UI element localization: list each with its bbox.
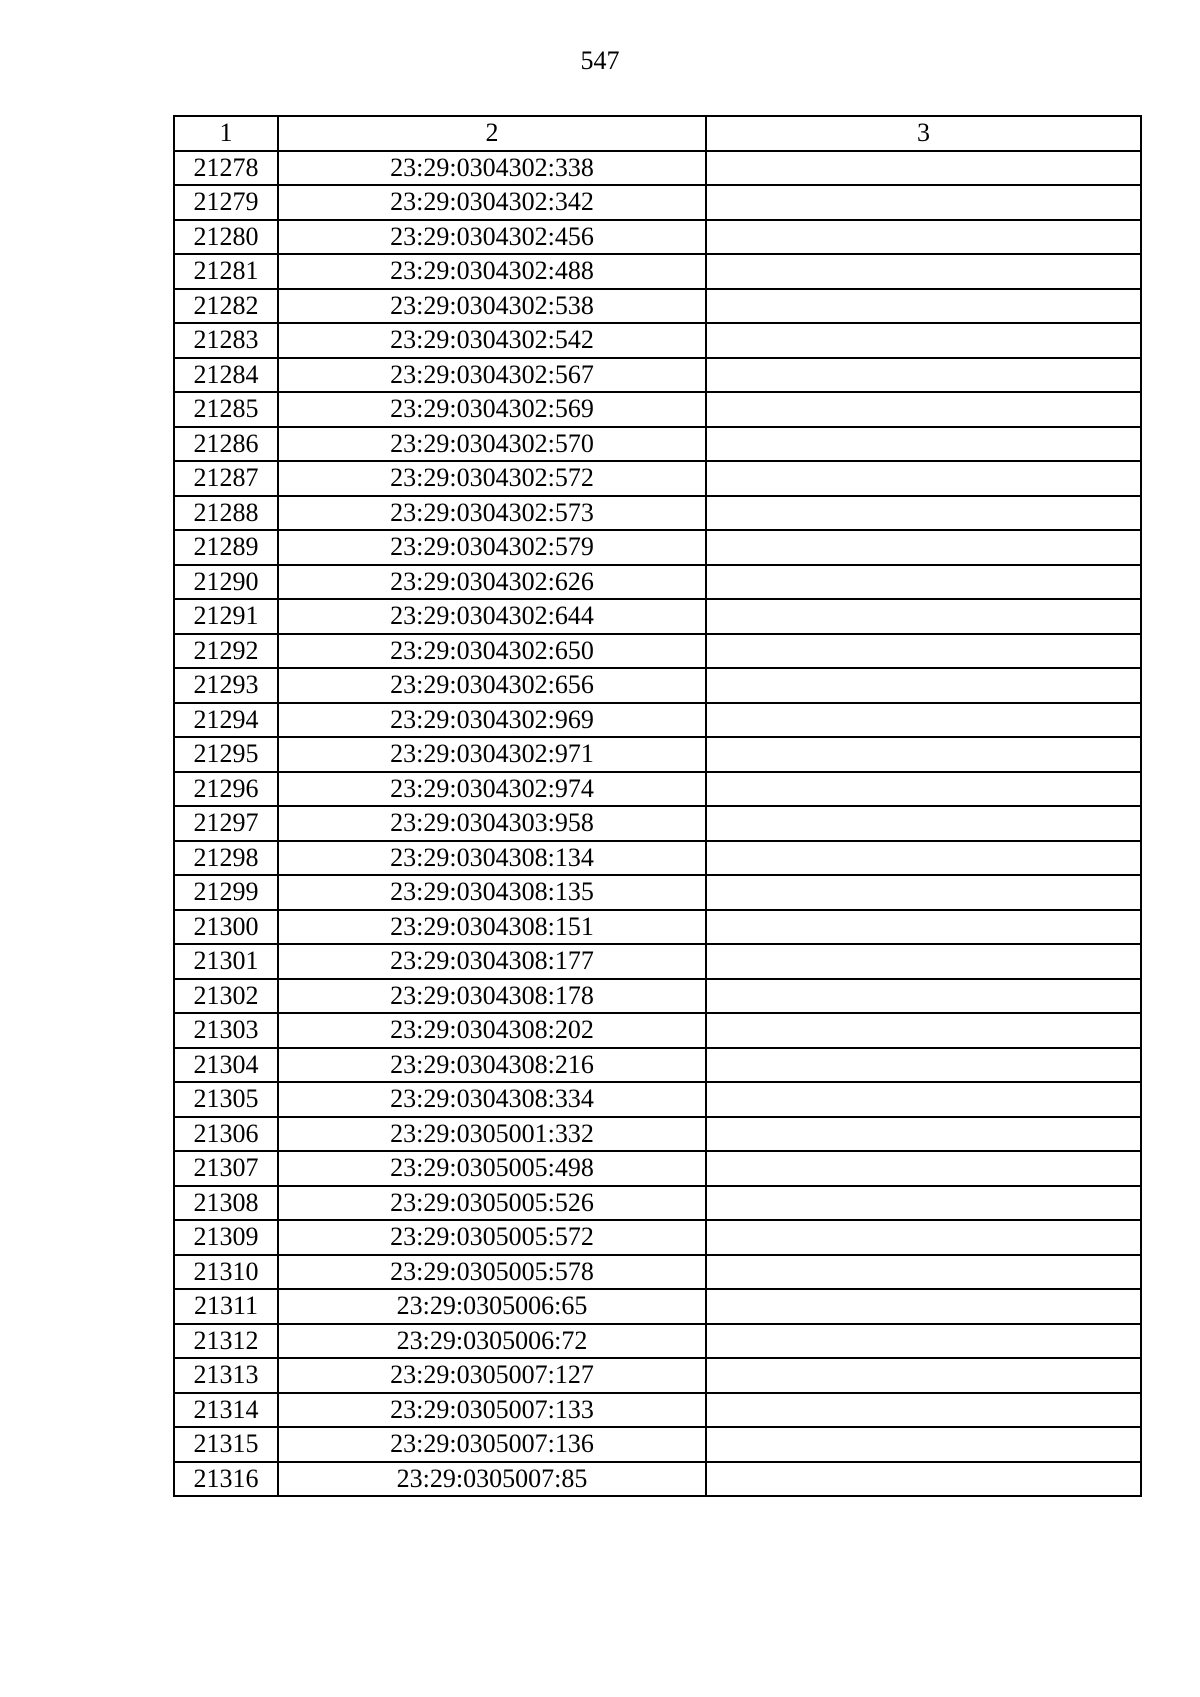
cadastral-table: [173, 115, 1142, 1497]
cadastral-number-cell: 23:29:0304302:573: [278, 496, 706, 531]
table-row: [174, 1427, 1141, 1462]
notes-cell: [706, 1358, 1141, 1393]
table-row: [174, 1393, 1141, 1428]
row-number-cell: 21290: [174, 565, 278, 600]
row-number-cell: 21297: [174, 806, 278, 841]
table-row: [174, 737, 1141, 772]
notes-cell: [706, 1255, 1141, 1290]
notes-cell: [706, 599, 1141, 634]
table-row: [174, 496, 1141, 531]
row-number-cell: 21314: [174, 1393, 278, 1428]
notes-cell: [706, 668, 1141, 703]
row-number-cell: 21291: [174, 599, 278, 634]
table-row: [174, 1082, 1141, 1117]
table-row: [174, 841, 1141, 876]
notes-cell: [706, 151, 1141, 186]
cadastral-number-cell: 23:29:0304308:334: [278, 1082, 706, 1117]
table-row: [174, 1186, 1141, 1221]
row-number-cell: 21303: [174, 1013, 278, 1048]
cadastral-number-cell: 23:29:0304302:488: [278, 254, 706, 289]
notes-cell: [706, 1048, 1141, 1083]
notes-cell: [706, 185, 1141, 220]
row-number-cell: 21289: [174, 530, 278, 565]
row-number-cell: 21310: [174, 1255, 278, 1290]
cadastral-number-cell: 23:29:0304302:650: [278, 634, 706, 669]
notes-cell: [706, 1186, 1141, 1221]
notes-cell: [706, 1117, 1141, 1152]
row-number-cell: 21313: [174, 1358, 278, 1393]
row-number-cell: 21287: [174, 461, 278, 496]
table-row: [174, 151, 1141, 186]
cadastral-number-cell: 23:29:0304302:542: [278, 323, 706, 358]
header-row: [174, 116, 1141, 151]
notes-cell: [706, 289, 1141, 324]
cadastral-number-cell: 23:29:0304308:151: [278, 910, 706, 945]
notes-cell: [706, 1151, 1141, 1186]
cadastral-number-cell: 23:29:0305007:136: [278, 1427, 706, 1462]
row-number-cell: 21284: [174, 358, 278, 393]
row-number-cell: 21300: [174, 910, 278, 945]
row-number-cell: 21302: [174, 979, 278, 1014]
cadastral-number-cell: 23:29:0304302:579: [278, 530, 706, 565]
cadastral-number-cell: 23:29:0304302:338: [278, 151, 706, 186]
cadastral-number-cell: 23:29:0304308:202: [278, 1013, 706, 1048]
row-number-cell: 21309: [174, 1220, 278, 1255]
cadastral-number-cell: 23:29:0304302:969: [278, 703, 706, 738]
cadastral-number-cell: 23:29:0304302:342: [278, 185, 706, 220]
row-number-cell: 21299: [174, 875, 278, 910]
notes-cell: [706, 323, 1141, 358]
row-number-cell: 21288: [174, 496, 278, 531]
cadastral-number-cell: 23:29:0304302:971: [278, 737, 706, 772]
cadastral-number-cell: 23:29:0305006:72: [278, 1324, 706, 1359]
table-row: [174, 220, 1141, 255]
row-number-cell: 21315: [174, 1427, 278, 1462]
table-header: [174, 116, 1141, 151]
cadastral-number-cell: 23:29:0305007:85: [278, 1462, 706, 1497]
table-row: [174, 944, 1141, 979]
cadastral-number-cell: 23:29:0305007:127: [278, 1358, 706, 1393]
cadastral-number-cell: 23:29:0304303:958: [278, 806, 706, 841]
cadastral-number-cell: 23:29:0304302:572: [278, 461, 706, 496]
table-row: [174, 1255, 1141, 1290]
notes-cell: [706, 737, 1141, 772]
table-row: [174, 703, 1141, 738]
cadastral-number-cell: 23:29:0304302:456: [278, 220, 706, 255]
row-number-cell: 21286: [174, 427, 278, 462]
column-header-3: 3: [706, 116, 1141, 151]
row-number-cell: 21295: [174, 737, 278, 772]
table-row: [174, 668, 1141, 703]
notes-cell: [706, 944, 1141, 979]
table-row: [174, 323, 1141, 358]
notes-cell: [706, 427, 1141, 462]
row-number-cell: 21282: [174, 289, 278, 324]
row-number-cell: 21306: [174, 1117, 278, 1152]
row-number-cell: 21307: [174, 1151, 278, 1186]
table-row: [174, 254, 1141, 289]
notes-cell: [706, 1427, 1141, 1462]
cadastral-number-cell: 23:29:0304302:974: [278, 772, 706, 807]
table-row: [174, 875, 1141, 910]
table-row: [174, 806, 1141, 841]
notes-cell: [706, 530, 1141, 565]
row-number-cell: 21304: [174, 1048, 278, 1083]
row-number-cell: 21283: [174, 323, 278, 358]
table-row: [174, 979, 1141, 1014]
table-row: [174, 1151, 1141, 1186]
notes-cell: [706, 875, 1141, 910]
row-number-cell: 21296: [174, 772, 278, 807]
table-row: [174, 358, 1141, 393]
row-number-cell: 21316: [174, 1462, 278, 1497]
table-row: [174, 392, 1141, 427]
row-number-cell: 21305: [174, 1082, 278, 1117]
cadastral-number-cell: 23:29:0304308:178: [278, 979, 706, 1014]
cadastral-number-cell: 23:29:0305005:578: [278, 1255, 706, 1290]
row-number-cell: 21292: [174, 634, 278, 669]
cadastral-number-cell: 23:29:0304308:216: [278, 1048, 706, 1083]
notes-cell: [706, 979, 1141, 1014]
table-row: [174, 634, 1141, 669]
notes-cell: [706, 703, 1141, 738]
cadastral-number-cell: 23:29:0304302:567: [278, 358, 706, 393]
cadastral-number-cell: 23:29:0304308:134: [278, 841, 706, 876]
table-row: [174, 910, 1141, 945]
cadastral-number-cell: 23:29:0305005:498: [278, 1151, 706, 1186]
row-number-cell: 21293: [174, 668, 278, 703]
table-row: [174, 1324, 1141, 1359]
notes-cell: [706, 358, 1141, 393]
row-number-cell: 21301: [174, 944, 278, 979]
cadastral-number-cell: 23:29:0304302:656: [278, 668, 706, 703]
notes-cell: [706, 634, 1141, 669]
row-number-cell: 21312: [174, 1324, 278, 1359]
table-row: [174, 461, 1141, 496]
notes-cell: [706, 392, 1141, 427]
table-row: [174, 1117, 1141, 1152]
column-header-1: 1: [174, 116, 278, 151]
row-number-cell: 21285: [174, 392, 278, 427]
notes-cell: [706, 1013, 1141, 1048]
notes-cell: [706, 1082, 1141, 1117]
cadastral-number-cell: 23:29:0304302:626: [278, 565, 706, 600]
table-row: [174, 772, 1141, 807]
row-number-cell: 21278: [174, 151, 278, 186]
cadastral-number-cell: 23:29:0304302:569: [278, 392, 706, 427]
table-row: [174, 1220, 1141, 1255]
notes-cell: [706, 1324, 1141, 1359]
notes-cell: [706, 220, 1141, 255]
notes-cell: [706, 806, 1141, 841]
row-number-cell: 21279: [174, 185, 278, 220]
notes-cell: [706, 910, 1141, 945]
column-header-2: 2: [278, 116, 706, 151]
notes-cell: [706, 772, 1141, 807]
notes-cell: [706, 254, 1141, 289]
notes-cell: [706, 461, 1141, 496]
notes-cell: [706, 1289, 1141, 1324]
cadastral-number-cell: 23:29:0305005:572: [278, 1220, 706, 1255]
notes-cell: [706, 1393, 1141, 1428]
table-row: [174, 1048, 1141, 1083]
cadastral-number-cell: 23:29:0304302:538: [278, 289, 706, 324]
table-row: [174, 1462, 1141, 1497]
table-row: [174, 1289, 1141, 1324]
cadastral-number-cell: 23:29:0304308:177: [278, 944, 706, 979]
cadastral-number-cell: 23:29:0304302:570: [278, 427, 706, 462]
row-number-cell: 21281: [174, 254, 278, 289]
row-number-cell: 21294: [174, 703, 278, 738]
table-body: [174, 151, 1141, 1497]
row-number-cell: 21311: [174, 1289, 278, 1324]
table-row: [174, 565, 1141, 600]
cadastral-number-cell: 23:29:0305006:65: [278, 1289, 706, 1324]
cadastral-number-cell: 23:29:0305001:332: [278, 1117, 706, 1152]
cadastral-number-cell: 23:29:0305007:133: [278, 1393, 706, 1428]
table-row: [174, 289, 1141, 324]
row-number-cell: 21298: [174, 841, 278, 876]
notes-cell: [706, 841, 1141, 876]
notes-cell: [706, 496, 1141, 531]
cadastral-number-cell: 23:29:0305005:526: [278, 1186, 706, 1221]
row-number-cell: 21308: [174, 1186, 278, 1221]
row-number-cell: 21280: [174, 220, 278, 255]
page-number: 547: [580, 46, 620, 75]
table-row: [174, 1358, 1141, 1393]
notes-cell: [706, 565, 1141, 600]
cadastral-number-cell: 23:29:0304302:644: [278, 599, 706, 634]
table-row: [174, 530, 1141, 565]
table-row: [174, 427, 1141, 462]
notes-cell: [706, 1462, 1141, 1497]
table-row: [174, 185, 1141, 220]
table-row: [174, 599, 1141, 634]
cadastral-number-cell: 23:29:0304308:135: [278, 875, 706, 910]
table-row: [174, 1013, 1141, 1048]
notes-cell: [706, 1220, 1141, 1255]
